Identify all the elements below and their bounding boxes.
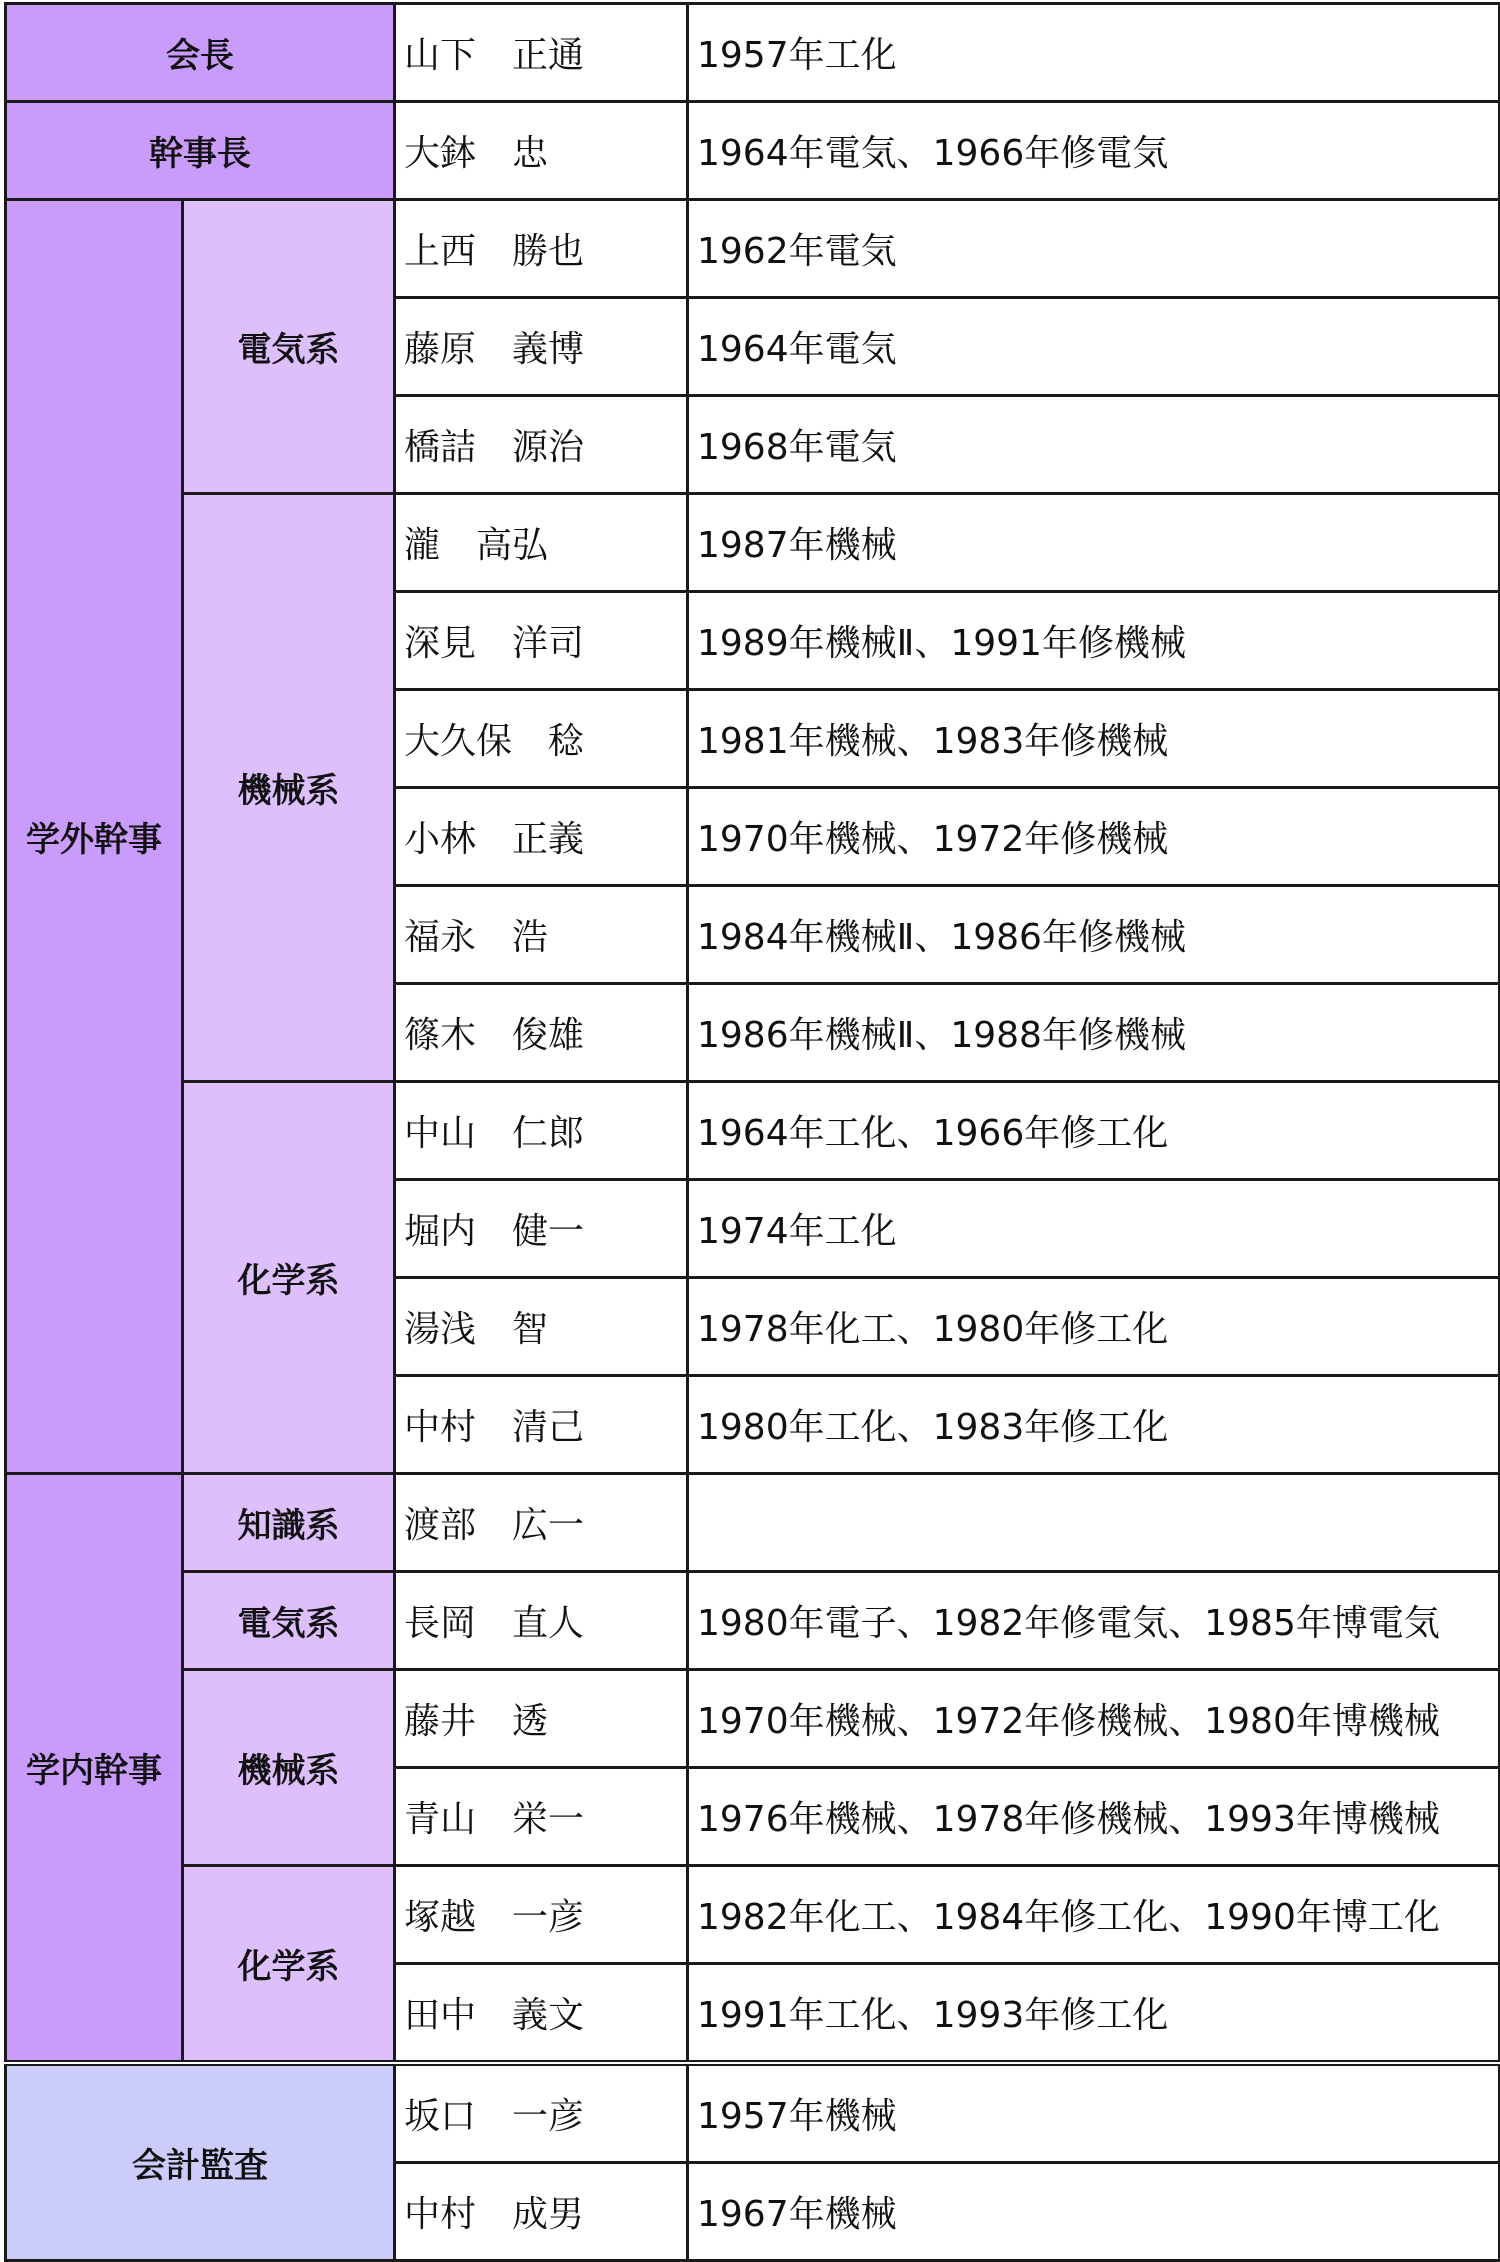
graduation-history-cell: 1968年電気 [688,396,1500,494]
table-row [6,200,1500,298]
graduation-history-cell: 1976年機械、1978年修機械、1993年博機械 [688,1768,1500,1866]
table-row [6,1670,1500,1768]
family-name: 中山 [404,1113,477,1154]
member-name-cell [395,886,688,984]
graduation-history-cell [688,1474,1500,1572]
family-name: 青山 [404,1799,477,1840]
table-row [6,1474,1500,1572]
officer-roster-table [4,2,1500,2262]
graduation-history-cell: 1962年電気 [688,200,1500,298]
role-category-cell: 幹事長 [6,102,395,200]
table-row [6,1572,1500,1670]
given-name: 仁郎 [512,1113,585,1154]
given-name: 義文 [512,1995,585,2036]
roster-body [6,4,1500,2261]
graduation-history-cell: 1984年機械Ⅱ、1986年修機械 [688,886,1500,984]
table-row [6,4,1500,102]
given-name: 栄一 [512,1799,585,1840]
graduation-history-cell: 1974年工化 [688,1180,1500,1278]
member-name-cell [395,1474,688,1572]
given-name: 智 [512,1309,549,1350]
family-name: 渡部 [404,1505,477,1546]
graduation-history-cell: 1981年機械、1983年修機械 [688,690,1500,788]
graduation-history-cell: 1964年工化、1966年修工化 [688,1082,1500,1180]
member-name-cell [395,102,688,200]
family-name: 橋詰 [404,427,477,468]
family-name: 瀧 [404,525,441,566]
given-name: 高弘 [476,525,549,566]
member-name-cell [395,494,688,592]
family-name: 福永 [404,917,477,958]
given-name: 浩 [512,917,549,958]
graduation-history-cell: 1957年機械 [688,2063,1500,2163]
member-name-cell [395,1376,688,1474]
member-name-cell [395,2063,688,2163]
family-name: 中村 [404,2194,477,2235]
graduation-history-cell: 1964年電気、1966年修電気 [688,102,1500,200]
given-name: 透 [512,1701,549,1742]
family-name: 山下 [404,35,477,76]
family-name: 小林 [404,819,477,860]
department-cell: 電気系 [183,1572,395,1670]
family-name: 大鉢 [404,133,477,174]
department-cell: 電気系 [183,200,395,494]
graduation-history-cell: 1978年化工、1980年修工化 [688,1278,1500,1376]
family-name: 坂口 [404,2096,477,2137]
given-name: 正通 [512,35,585,76]
member-name-cell [395,200,688,298]
family-name: 大久保 [404,721,513,762]
department-cell: 機械系 [183,1670,395,1866]
family-name: 篠木 [404,1015,477,1056]
member-name-cell [395,1180,688,1278]
department-cell: 化学系 [183,1082,395,1474]
given-name: 洋司 [512,623,585,664]
given-name: 広一 [512,1505,585,1546]
given-name: 稔 [548,721,585,762]
member-name-cell [395,1670,688,1768]
member-name-cell [395,1964,688,2064]
given-name: 一彦 [512,2096,585,2137]
table-row [6,2063,1500,2163]
family-name: 藤原 [404,329,477,370]
given-name: 正義 [512,819,585,860]
member-name-cell [395,592,688,690]
given-name: 義博 [512,329,585,370]
table-row [6,1082,1500,1180]
table-row [6,102,1500,200]
graduation-history-cell: 1987年機械 [688,494,1500,592]
given-name: 忠 [512,133,549,174]
member-name-cell [395,1082,688,1180]
table-row [6,494,1500,592]
member-name-cell [395,298,688,396]
family-name: 湯浅 [404,1309,477,1350]
family-name: 田中 [404,1995,477,2036]
member-name-cell [395,2163,688,2261]
family-name: 塚越 [404,1897,477,1938]
family-name: 上西 [404,231,477,272]
graduation-history-cell: 1986年機械Ⅱ、1988年修機械 [688,984,1500,1082]
department-cell: 化学系 [183,1866,395,2064]
given-name: 成男 [512,2194,585,2235]
family-name: 堀内 [404,1211,477,1252]
given-name: 源治 [512,427,585,468]
given-name: 健一 [512,1211,585,1252]
graduation-history-cell: 1970年機械、1972年修機械、1980年博機械 [688,1670,1500,1768]
given-name: 俊雄 [512,1015,585,1056]
member-name-cell [395,690,688,788]
graduation-history-cell: 1980年電子、1982年修電気、1985年博電気 [688,1572,1500,1670]
department-cell: 機械系 [183,494,395,1082]
graduation-history-cell: 1964年電気 [688,298,1500,396]
family-name: 深見 [404,623,477,664]
graduation-history-cell: 1982年化工、1984年修工化、1990年博工化 [688,1866,1500,1964]
given-name: 直人 [512,1603,585,1644]
role-category-cell: 学外幹事 [6,200,183,1474]
given-name: 一彦 [512,1897,585,1938]
member-name-cell [395,1866,688,1964]
family-name: 藤井 [404,1701,477,1742]
member-name-cell [395,788,688,886]
role-category-cell: 会長 [6,4,395,102]
graduation-history-cell: 1980年工化、1983年修工化 [688,1376,1500,1474]
family-name: 中村 [404,1407,477,1448]
table-row [6,1866,1500,1964]
given-name: 清己 [512,1407,585,1448]
given-name: 勝也 [512,231,585,272]
member-name-cell [395,1278,688,1376]
member-name-cell [395,1768,688,1866]
graduation-history-cell: 1967年機械 [688,2163,1500,2261]
member-name-cell [395,396,688,494]
member-name-cell [395,4,688,102]
graduation-history-cell: 1989年機械Ⅱ、1991年修機械 [688,592,1500,690]
member-name-cell [395,984,688,1082]
graduation-history-cell: 1991年工化、1993年修工化 [688,1964,1500,2064]
role-category-cell: 会計監査 [6,2063,395,2261]
graduation-history-cell: 1957年工化 [688,4,1500,102]
member-name-cell [395,1572,688,1670]
family-name: 長岡 [404,1603,477,1644]
graduation-history-cell: 1970年機械、1972年修機械 [688,788,1500,886]
department-cell: 知識系 [183,1474,395,1572]
role-category-cell: 学内幹事 [6,1474,183,2064]
